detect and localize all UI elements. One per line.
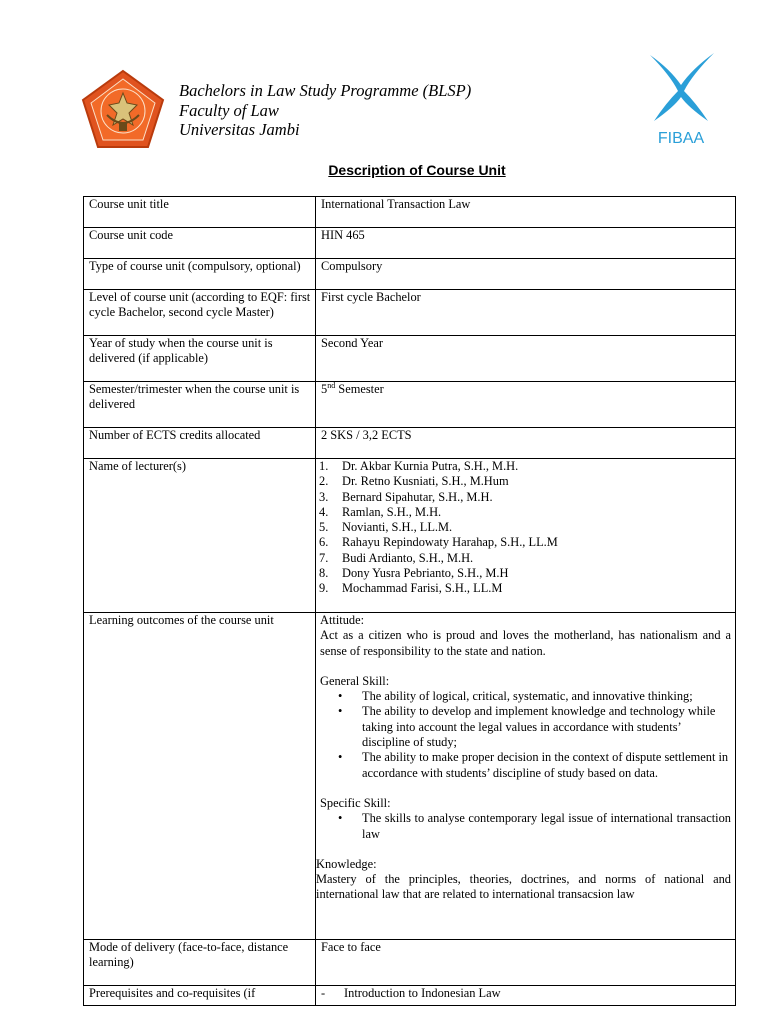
attitude-heading: Attitude: [320, 613, 365, 627]
row-label: Mode of delivery (face-to-face, distance learning) [84, 940, 316, 986]
fibaa-logo [640, 45, 722, 150]
table-row [84, 336, 736, 382]
row-value: International Transaction Law [316, 197, 736, 228]
list-item: 9. Mochammad Farisi, S.H., LL.M [319, 581, 503, 596]
list-item: 1. Dr. Akbar Kurnia Putra, S.H., M.H. [319, 459, 519, 473]
table-row [84, 382, 736, 428]
list-item: • The skills to analyse contemporary legal issue of international transaction law [338, 811, 731, 841]
semester-suffix: nd [327, 381, 336, 390]
list-item: 2. Dr. Retno Kusniati, S.H., M.Hum [319, 474, 509, 489]
lecturer-list-cell [316, 459, 736, 613]
course-table [83, 196, 736, 1006]
lecturer-list [319, 459, 731, 597]
row-value [316, 382, 736, 428]
row-label: Semester/trimester when the course unit is delivered [84, 382, 316, 428]
row-label: Year of study when the course unit is delivered (if applicable) [84, 336, 316, 382]
table-row [84, 197, 736, 228]
specific-skill-list [319, 811, 731, 842]
table-row [84, 228, 736, 259]
row-label: Prerequisites and co-requisites (if [84, 986, 316, 1006]
specific-skill-heading: Specific Skill: [320, 795, 391, 810]
list-item: 8. Dony Yusra Pebrianto, S.H., M.H [319, 566, 509, 581]
list-item: 6. Rahayu Repindowaty Harahap, S.H., LL.M [319, 535, 558, 550]
table-row [84, 613, 736, 940]
knowledge-text: Mastery of the principles, theories, doctrines, and norms of national and international law that are related to international transacsion law [316, 872, 731, 902]
semester-text: Semester [335, 382, 384, 396]
row-value: Compulsory [316, 259, 736, 290]
row-label: Level of course unit (according to EQF: first cycle Bachelor, second cycle Master) [84, 290, 316, 336]
row-label: Learning outcomes of the course unit [84, 613, 316, 940]
faculty-name: Faculty of Law [179, 100, 279, 120]
prerequisite-item: Introduction to Indonesian Law [344, 986, 501, 1000]
row-label: Course unit code [84, 228, 316, 259]
list-item: 3. Bernard Sipahutar, S.H., M.H. [319, 489, 493, 504]
programme-name: Bachelors in Law Study Programme (BLSP) [179, 81, 472, 100]
row-value: HIN 465 [316, 228, 736, 259]
universitas-jambi-logo [81, 69, 165, 153]
table-row [84, 428, 736, 459]
table-row [84, 459, 736, 613]
university-name: Universitas Jambi [179, 120, 300, 139]
row-value: 2 SKS / 3,2 ECTS [316, 428, 736, 459]
row-value: Face to face [316, 940, 736, 986]
semester-number: 5 [321, 382, 328, 396]
list-item: 7. Budi Ardianto, S.H., M.H. [319, 550, 474, 565]
row-value: - Introduction to Indonesian Law [316, 986, 736, 1006]
learning-outcomes-cell [316, 613, 736, 940]
list-item: • The ability of logical, critical, systematic, and innovative thinking; [338, 689, 693, 704]
attitude-text: Act as a citizen who is proud and loves the motherland, has nationalism and a sense of responsibility to the state and nation. [320, 628, 731, 658]
list-item: 4. Ramlan, S.H., M.H. [319, 504, 442, 519]
table-row [84, 290, 736, 336]
row-label: Type of course unit (compulsory, optional) [84, 259, 316, 290]
table-row [84, 986, 736, 1006]
list-item: 5. Novianti, S.H., LL.M. [319, 520, 453, 535]
row-value: First cycle Bachelor [316, 290, 736, 336]
header-text [179, 81, 471, 140]
document-title: Description of Course Unit [328, 162, 506, 178]
row-label: Course unit title [84, 197, 316, 228]
table-row [84, 940, 736, 986]
knowledge-heading: Knowledge: [316, 856, 377, 871]
row-value: Second Year [316, 336, 736, 382]
table-row [84, 259, 736, 290]
list-item: • The ability to make proper decision in the context of dispute settlement in accordance with students’ discipline of study based on data. [338, 750, 729, 780]
general-skill-list [319, 689, 731, 781]
general-skill-heading: General Skill: [320, 673, 390, 688]
row-label: Name of lecturer(s) [84, 459, 316, 613]
list-item: • The ability to develop and implement knowledge and technology while taking into account the legal values in accordance with students’ discipline of study; [338, 704, 716, 750]
row-label: Number of ECTS credits allocated [84, 428, 316, 459]
fibaa-logo-text: FIBAA [657, 130, 705, 147]
